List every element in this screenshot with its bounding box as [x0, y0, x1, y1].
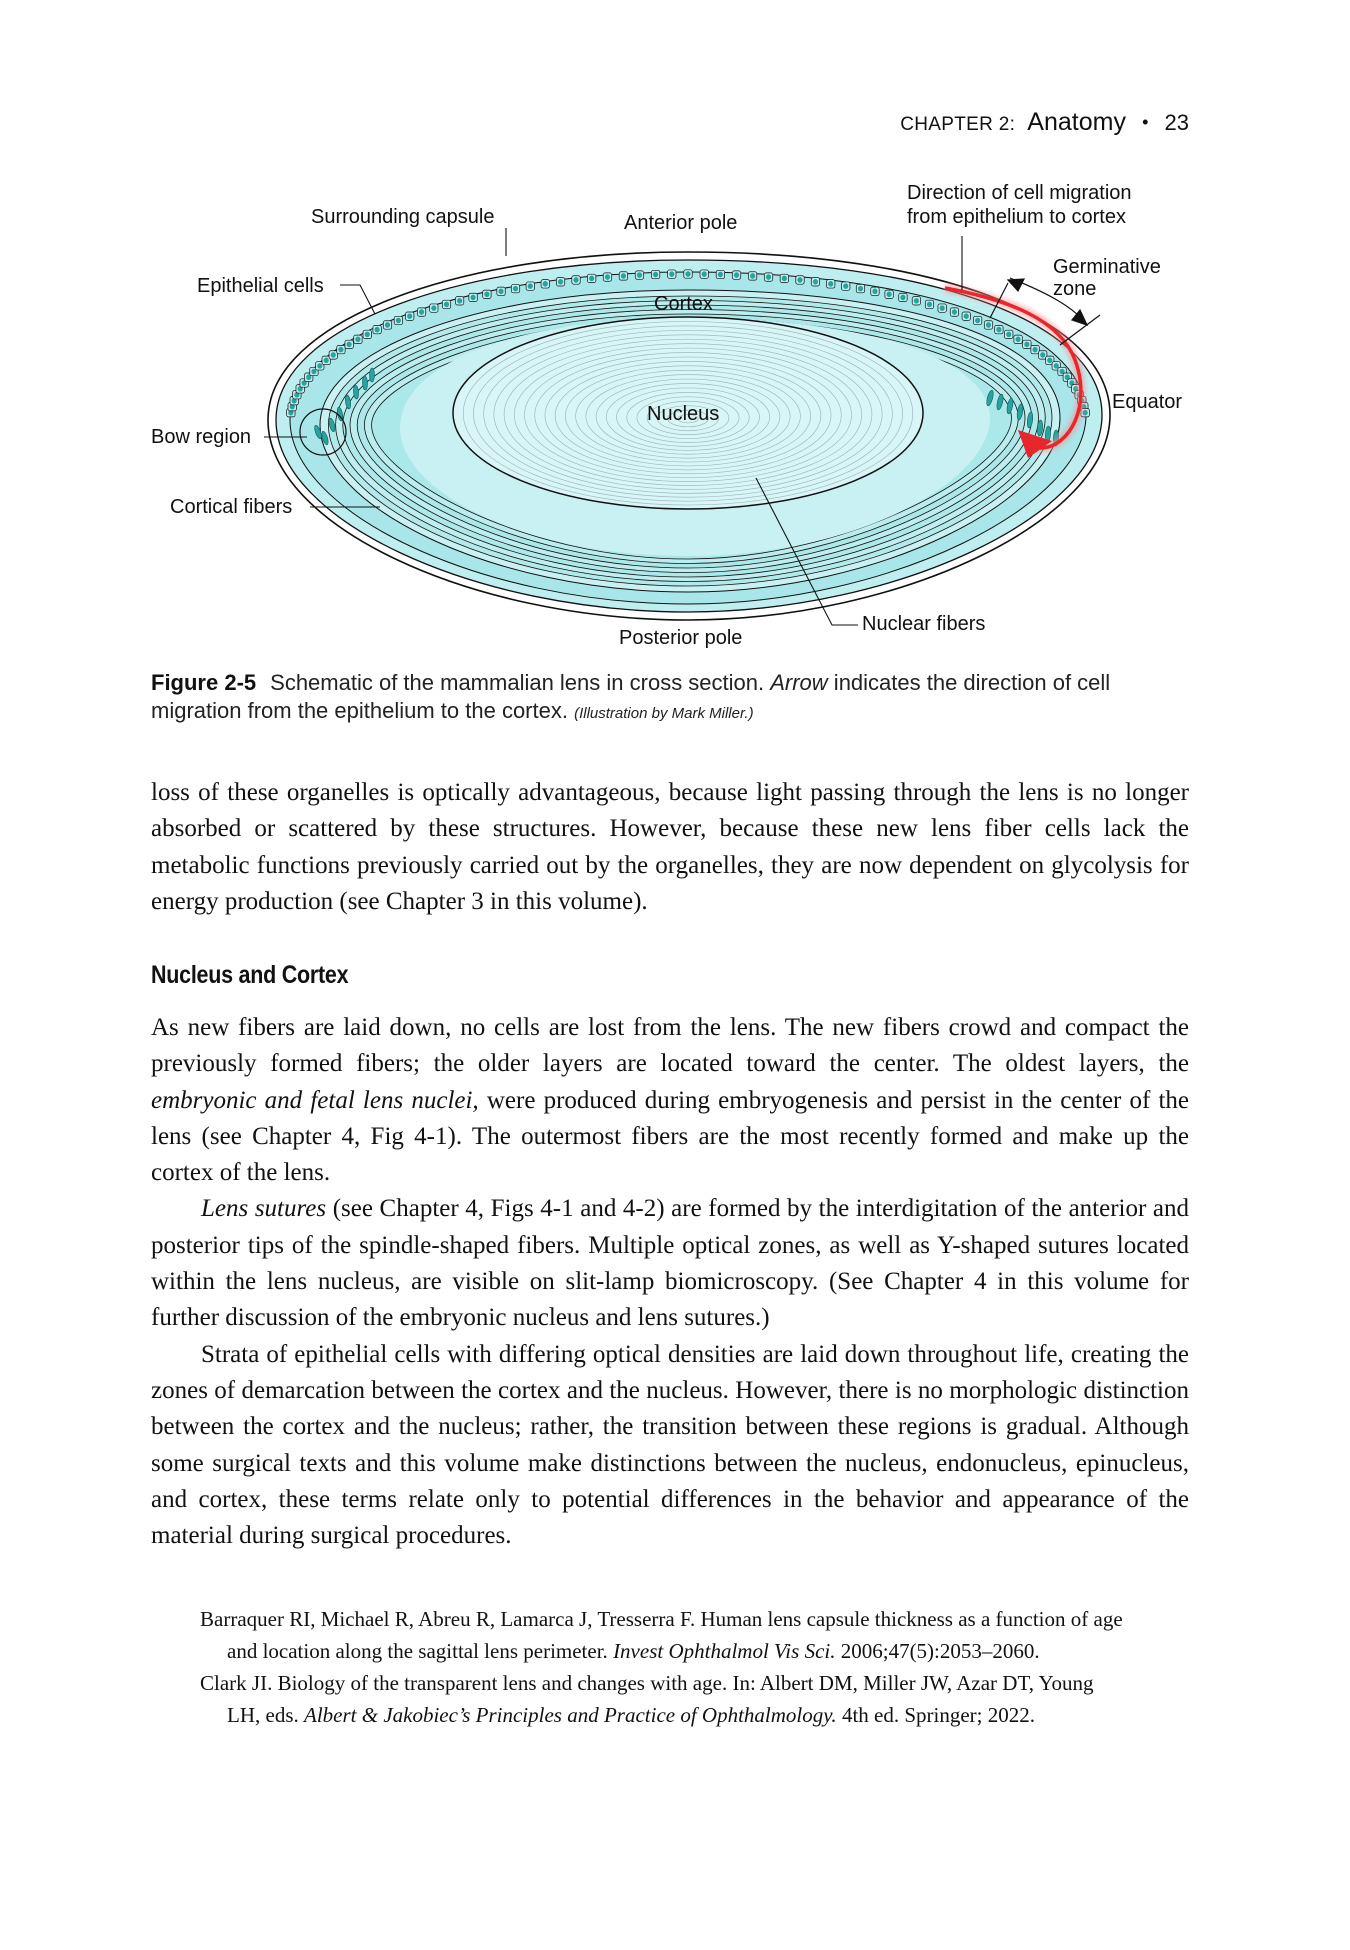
epithelial-cell [764, 273, 772, 281]
epithelial-cell [899, 293, 907, 301]
epithelial-cell [912, 297, 920, 305]
epithelial-cell [572, 276, 580, 284]
reference-item [200, 1668, 1130, 1731]
reference-journal: Invest Ophthalmol Vis Sci. [613, 1638, 836, 1663]
caption-credit: (Illustration by Mark Miller.) [574, 705, 754, 722]
caption-text-2: indicates the direction of cell migration from the epithelium to the cortex. [151, 670, 1111, 723]
epithelial-cell [587, 274, 595, 282]
epithelial-cell [856, 284, 864, 292]
epithelial-cell [497, 287, 505, 295]
epithelial-cell [354, 335, 362, 343]
epithelial-cell [619, 272, 627, 280]
caption-text-1: Schematic of the mammalian lens in cross section. [270, 670, 771, 695]
section-body [151, 1010, 1189, 1554]
epithelial-cell [337, 345, 345, 353]
label-epithelial-cells: Epithelial cells [197, 275, 324, 297]
label-posterior-pole: Posterior pole [619, 627, 743, 649]
label-cortex: Cortex [654, 293, 713, 315]
paragraph-new-fibers [151, 1010, 1189, 1191]
epithelial-cell [511, 284, 519, 292]
epithelial-cell [1005, 330, 1013, 338]
epithelial-cell [526, 282, 534, 290]
epithelial-cell [556, 278, 564, 286]
label-surrounding-capsule: Surrounding capsule [311, 206, 495, 228]
label-germinative-line1: Germinative [1053, 256, 1161, 278]
epithelial-cell [329, 351, 337, 359]
p1-text-before: As new fibers are laid down, no cells are lost from the lens. The new fibers crowd and compact the previously formed fibers; the older layers are located toward the center. The oldest layers, the [151, 1014, 1189, 1078]
body-paragraph-continued [151, 775, 1189, 920]
bow-nucleus [362, 376, 367, 390]
epithelial-cell [1014, 335, 1022, 343]
chapter-title: Anatomy [1027, 108, 1126, 136]
epithelial-cell [811, 278, 819, 286]
epithelial-cell [748, 272, 756, 280]
epithelial-cell [700, 270, 708, 278]
epithelial-cell [651, 270, 659, 278]
bow-nucleus [369, 368, 374, 382]
epithelial-cell [732, 271, 740, 279]
epithelial-cell [973, 316, 981, 324]
epithelial-cell [430, 304, 438, 312]
epithelial-cell [827, 280, 835, 288]
p2-text: (see Chapter 4, Figs 4-1 and 4-2) are formed by the interdigitation of the anterior and posterior tips of the spindle-shaped fibers. Multiple optical zones, as well as Y-shaped sutures located within the lens nucleus, are visible on slit-lamp biomicroscopy. (See Chapter 4 in this volume for further discussion of the embryonic nucleus and lens sutures.) [151, 1195, 1189, 1332]
label-equator: Equator [1112, 391, 1183, 413]
label-bow-region: Bow region [151, 426, 252, 448]
epithelial-cell [603, 273, 611, 281]
references [200, 1604, 1130, 1732]
reference-item [200, 1604, 1130, 1667]
label-anterior-pole: Anterior pole [624, 212, 738, 234]
epithelial-cell [363, 330, 371, 338]
paragraph-strata: Strata of epithelial cells with differing optical densities are laid down throughout life, creating the zones of demarcation between the cortex and the nucleus. However, there is no morphologic distinction between the cortex and the nucleus; rather, the transition between these regions is gradual. Although some surgical texts and this volume make distinctions between the nucleus, endonucleus, epinucleus, and cortex, these terms relate only to potential differences in the behavior and appearance of the material during surgical procedures. [151, 1340, 1189, 1550]
reference-journal: Albert & Jakobiec’s Principles and Practice of Ophthalmology. [304, 1702, 837, 1727]
figure-caption [151, 669, 1191, 728]
epithelial-cell [455, 297, 463, 305]
label-cortical-fibers: Cortical fibers [170, 496, 293, 518]
lens-diagram [0, 0, 1350, 660]
bullet-separator: • [1142, 112, 1149, 132]
epithelial-cell [885, 290, 893, 298]
epithelial-cell [950, 308, 958, 316]
epithelial-cell [716, 270, 724, 278]
label-direction-line1: Direction of cell migration [907, 182, 1132, 204]
paragraph-lens-sutures [151, 1191, 1189, 1336]
p2-italic-term: Lens sutures [201, 1195, 327, 1223]
epithelial-cell [406, 312, 414, 320]
epithelial-cell [984, 321, 992, 329]
reference-text: Barraquer RI, Michael R, Abreu R, Lamarca J, Tresserra F. Human lens capsule thickness as a function of age and location along the sagittal lens perimeter. [200, 1607, 1123, 1663]
epithelial-cell [442, 300, 450, 308]
epithelial-cell [796, 276, 804, 284]
epithelial-cell [635, 271, 643, 279]
epithelial-cell [1031, 345, 1039, 353]
caption-italic-arrow: Arrow [770, 670, 828, 695]
p1-text-after: were produced during embryogenesis and persist in the center of the lens (see Chapter 4, Fig 4-1). The outermost fibers are the most recently formed and make up the cortex of the lens. [151, 1086, 1190, 1187]
paragraph-organelles: loss of these organelles is optically advantageous, because light passing through the lens is no longer absorbed or scattered by these structures. However, because these new lens fiber cells lack the metabolic functions previously carried out by the organelles, they are now dependent on glycolysis for energy production (see Chapter 3 in this volume). [151, 779, 1189, 915]
page-number: 23 [1164, 110, 1189, 135]
figure-number: Figure 2-5 [151, 670, 257, 695]
section-heading: Nucleus and Cortex [151, 961, 349, 989]
epithelial-cell [541, 280, 549, 288]
epithelial-cell [668, 270, 676, 278]
epithelial-cell [842, 282, 850, 290]
epithelial-cell [373, 325, 381, 333]
label-nucleus: Nucleus [647, 403, 720, 425]
epithelial-cell [469, 293, 477, 301]
epithelial-cell [345, 340, 353, 348]
epithelial-cell [995, 325, 1003, 333]
label-germinative-line2: zone [1053, 278, 1097, 300]
epithelial-cell [483, 290, 491, 298]
chapter-label: CHAPTER 2: [900, 114, 1016, 135]
reference-text: Clark JI. Biology of the transparent lens and changes with age. In: Albert DM, Miller JW, Azar DT, Young LH, eds. [200, 1671, 1094, 1727]
reference-citation: 2006;47(5):2053–2060. [835, 1638, 1040, 1663]
epithelial-cell [383, 321, 391, 329]
epithelial-cell [394, 316, 402, 324]
label-nuclear-fibers: Nuclear fibers [862, 613, 986, 635]
epithelial-cell [871, 287, 879, 295]
label-direction-line2: from epithelium to cortex [907, 206, 1126, 228]
figure-lens-cross-section [0, 0, 1350, 660]
epithelial-cell [684, 270, 692, 278]
epithelial-cell [417, 308, 425, 316]
epithelial-cell [1023, 340, 1031, 348]
epithelial-cell [780, 274, 788, 282]
reference-citation: 4th ed. Springer; 2022. [836, 1702, 1035, 1727]
p1-italic-term: embryonic and fetal lens nuclei, [151, 1086, 479, 1114]
epithelial-cell [925, 300, 933, 308]
epithelial-cell [938, 304, 946, 312]
epithelial-cell [962, 312, 970, 320]
